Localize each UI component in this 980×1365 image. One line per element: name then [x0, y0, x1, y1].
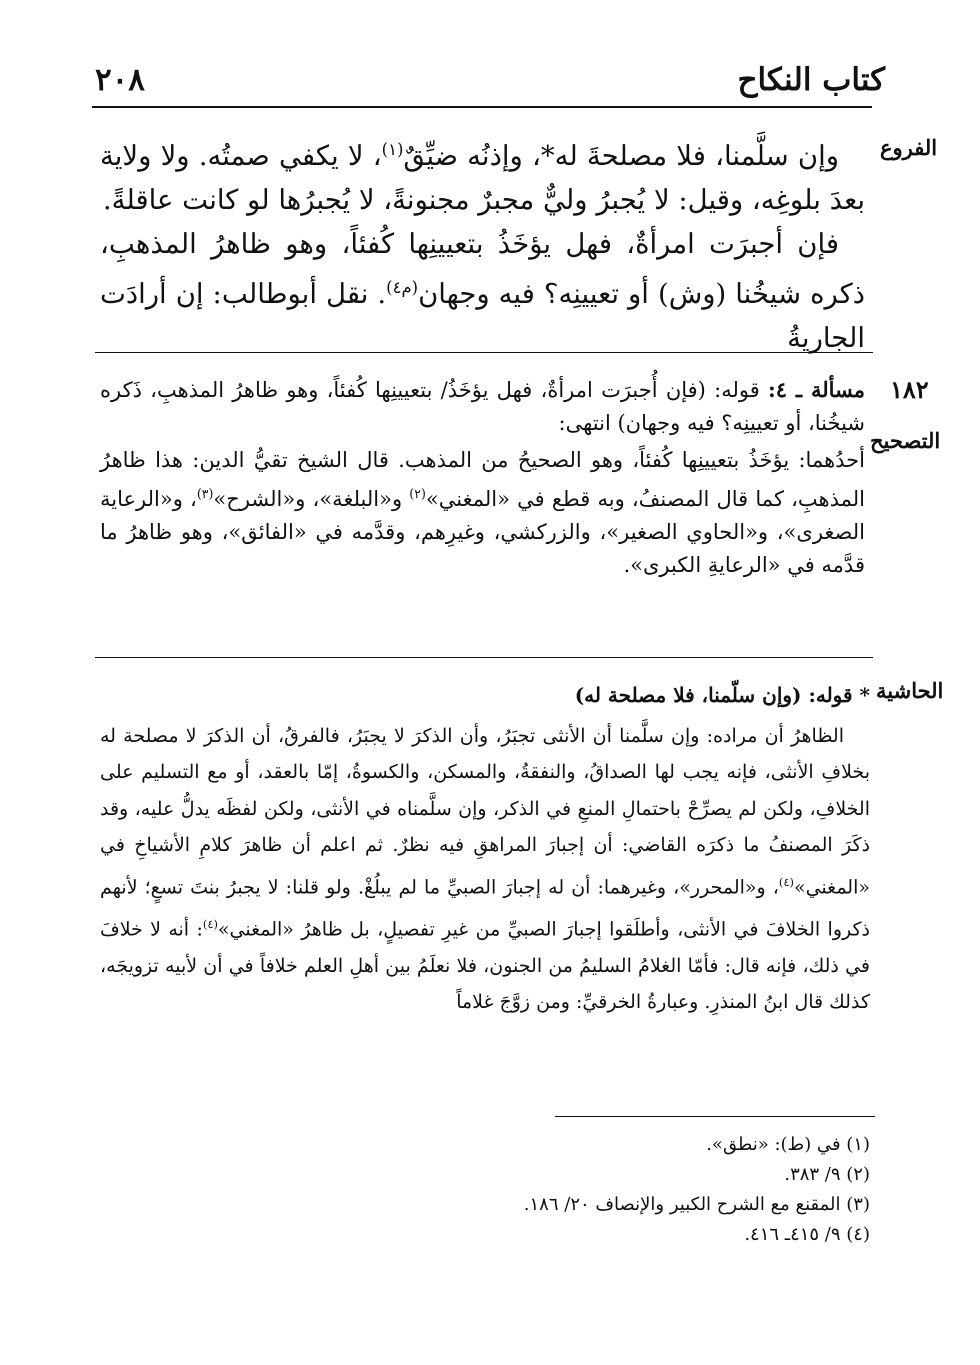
side-label-hashiya: الحاشية	[876, 678, 944, 703]
main-p2-a: فإن أجبرَت امرأةٌ، فهل يؤخَذُ بتعيينِها كُفئاً، وهو ظاهرُ المذهبِ، ذكره شيخُنا (وش) أو تعيينِه؟ فيه وجهان	[100, 228, 865, 311]
footnote-3: (٣) المقنع مع الشرح الكبير والإنصاف ٢٠/ ١٨٦.	[523, 1194, 870, 1215]
header-rule	[92, 106, 872, 108]
hashiya-text	[100, 677, 870, 1021]
hashiya-p1-b: ، و«المحرر»، وغيرهما: أن له إجبارَ الصبيِّ ما لم يبلُغْ. ولو قلنا: لا يجبرُ بنتَ تسعٍ؛ لأنهم ذكروا الخلافَ في الأنثى، وأطلَقوا إجبارَ الصبيِّ من غيرِ تفصيلٍ، بل ظاهرُ «المغني»	[100, 876, 870, 941]
footnotes	[100, 1130, 870, 1250]
section-divider-1	[95, 352, 873, 353]
masala-ref-4: (م٤)	[386, 278, 419, 298]
footnote-1: (١) في (ط): «نطق».	[706, 1134, 870, 1155]
tashih-p1: قوله: (فإن أُجبرَت امرأةٌ، فهل يؤخَذُ/ بتعيينِها كُفئاً، وهو ظاهرُ المذهبِ، ذَكره شيخُنا، أو تعيينِه؟ فيه وجهان) انتهى:	[100, 378, 865, 435]
masala-number: ١٨٢	[890, 375, 929, 404]
tashih-p2-c: ، و«الرعاية الصغرى»، و«الحاوي الصغير»، والزركشي، وغيرِهم، وقدَّمه في «الفائق»، وهو ظاهرُ ما قدَّمه في «الرعايةِ الكبرى».	[100, 487, 865, 577]
footnote-ref-4b: (٤)	[202, 916, 218, 931]
footnote-ref-4a: (٤)	[778, 874, 794, 889]
side-label-tashih: التصحيح	[870, 428, 941, 453]
hashiya-p1-a: الظاهرُ أن مراده: وإن سلَّمنا أن الأنثى تجبَرُ، وأن الذكرَ لا يجبَرُ، فالفرقُ، أن الذكرَ لا مصلحة له بخلافِ الأنثى، فإنه يجب لها الصداقُ، والنفقةُ، والمسكن، والكسوةُ، إمّا بالعقد، أو مع التسليم على الخلافِ، ولكن لم يصرِّحْ باحتمالِ المنعِ في الذكر، وإن سلَّمناه في الأنثى، ولكن لفظَه يدلُّ عليه، وقد ذكَرَ المصنفُ ما ذكرَه القاضي: أن إجبارَ المراهقِ فيه نظرٌ. ثم اعلم أن ظاهرَ كلامِ الأشياخِ في «المغني»	[100, 724, 870, 899]
main-p2-b: . نقل أبوطالب: إن أرادَت الجاريةُ	[100, 278, 865, 355]
page-number: ٢٠٨	[95, 62, 145, 98]
tashih-paragraph-1	[100, 373, 865, 440]
main-p1-b: ، لا يكفي صمتُه. ولا ولاية بعدَ بلوغِه، وقيل: لا يُجبرُ وليٌّ مجبرٌ مجنونةً، لا يُجبرُها لو كانت عاقلةً.	[100, 140, 865, 217]
main-paragraph-2	[100, 222, 865, 360]
section-divider-2	[95, 657, 873, 658]
hashiya-heading: * قوله: (وإن سلّمنا، فلا مصلحة له)	[574, 683, 870, 707]
footnote-separator	[555, 1116, 875, 1117]
footnote-2: (٢) ٩/ ٣٨٣.	[784, 1164, 870, 1185]
footnote-ref-1: (١)	[381, 140, 404, 159]
main-text	[100, 128, 865, 360]
tashih-text	[100, 373, 865, 582]
footnote-4: (٤) ٩/ ٤١٥ـ ٤١٦.	[744, 1224, 870, 1245]
tashih-paragraph-2	[100, 444, 865, 582]
hashiya-paragraph	[100, 718, 870, 1021]
main-paragraph-1	[100, 128, 865, 222]
hashiya-p1-c: : أنه لا خلافَ في ذلك، فإنه قال: فأمّا الغلامُ السليمُ من الجنون، فلا نعلَمُ بين أهلِ العلم خلافاً في أن لأبيه تزويجَه، كذلك قال ابنُ المنذرِ. وعبارةُ الخرقيِّ: ومن زوَّجَ غلاماً	[100, 918, 870, 1014]
footnote-ref-2: (٢)	[409, 486, 426, 501]
tashih-p2-b: و«البلغة»، و«الشرح»	[213, 487, 410, 511]
main-p1-a: وإن سلَّمنا، فلا مصلحةَ له*، وإذنُه ضيِّقٌ	[403, 140, 839, 173]
side-label-furu: الفروع	[880, 135, 938, 160]
running-title: كتاب النكاح	[737, 62, 885, 98]
masala-label: مسألة ـ ٤:	[768, 377, 865, 402]
footnote-ref-3: (٣)	[196, 486, 214, 501]
tashih-p2-a: أحدُهما: يؤخَذُ بتعيينِها كُفئاً، وهو الصحيحُ من المذهب. قال الشيخ تقيُّ الدين: هذا ظاهرُ المذهبِ، كما قال المصنفُ، وبه قطع في «المغني»	[100, 448, 866, 511]
